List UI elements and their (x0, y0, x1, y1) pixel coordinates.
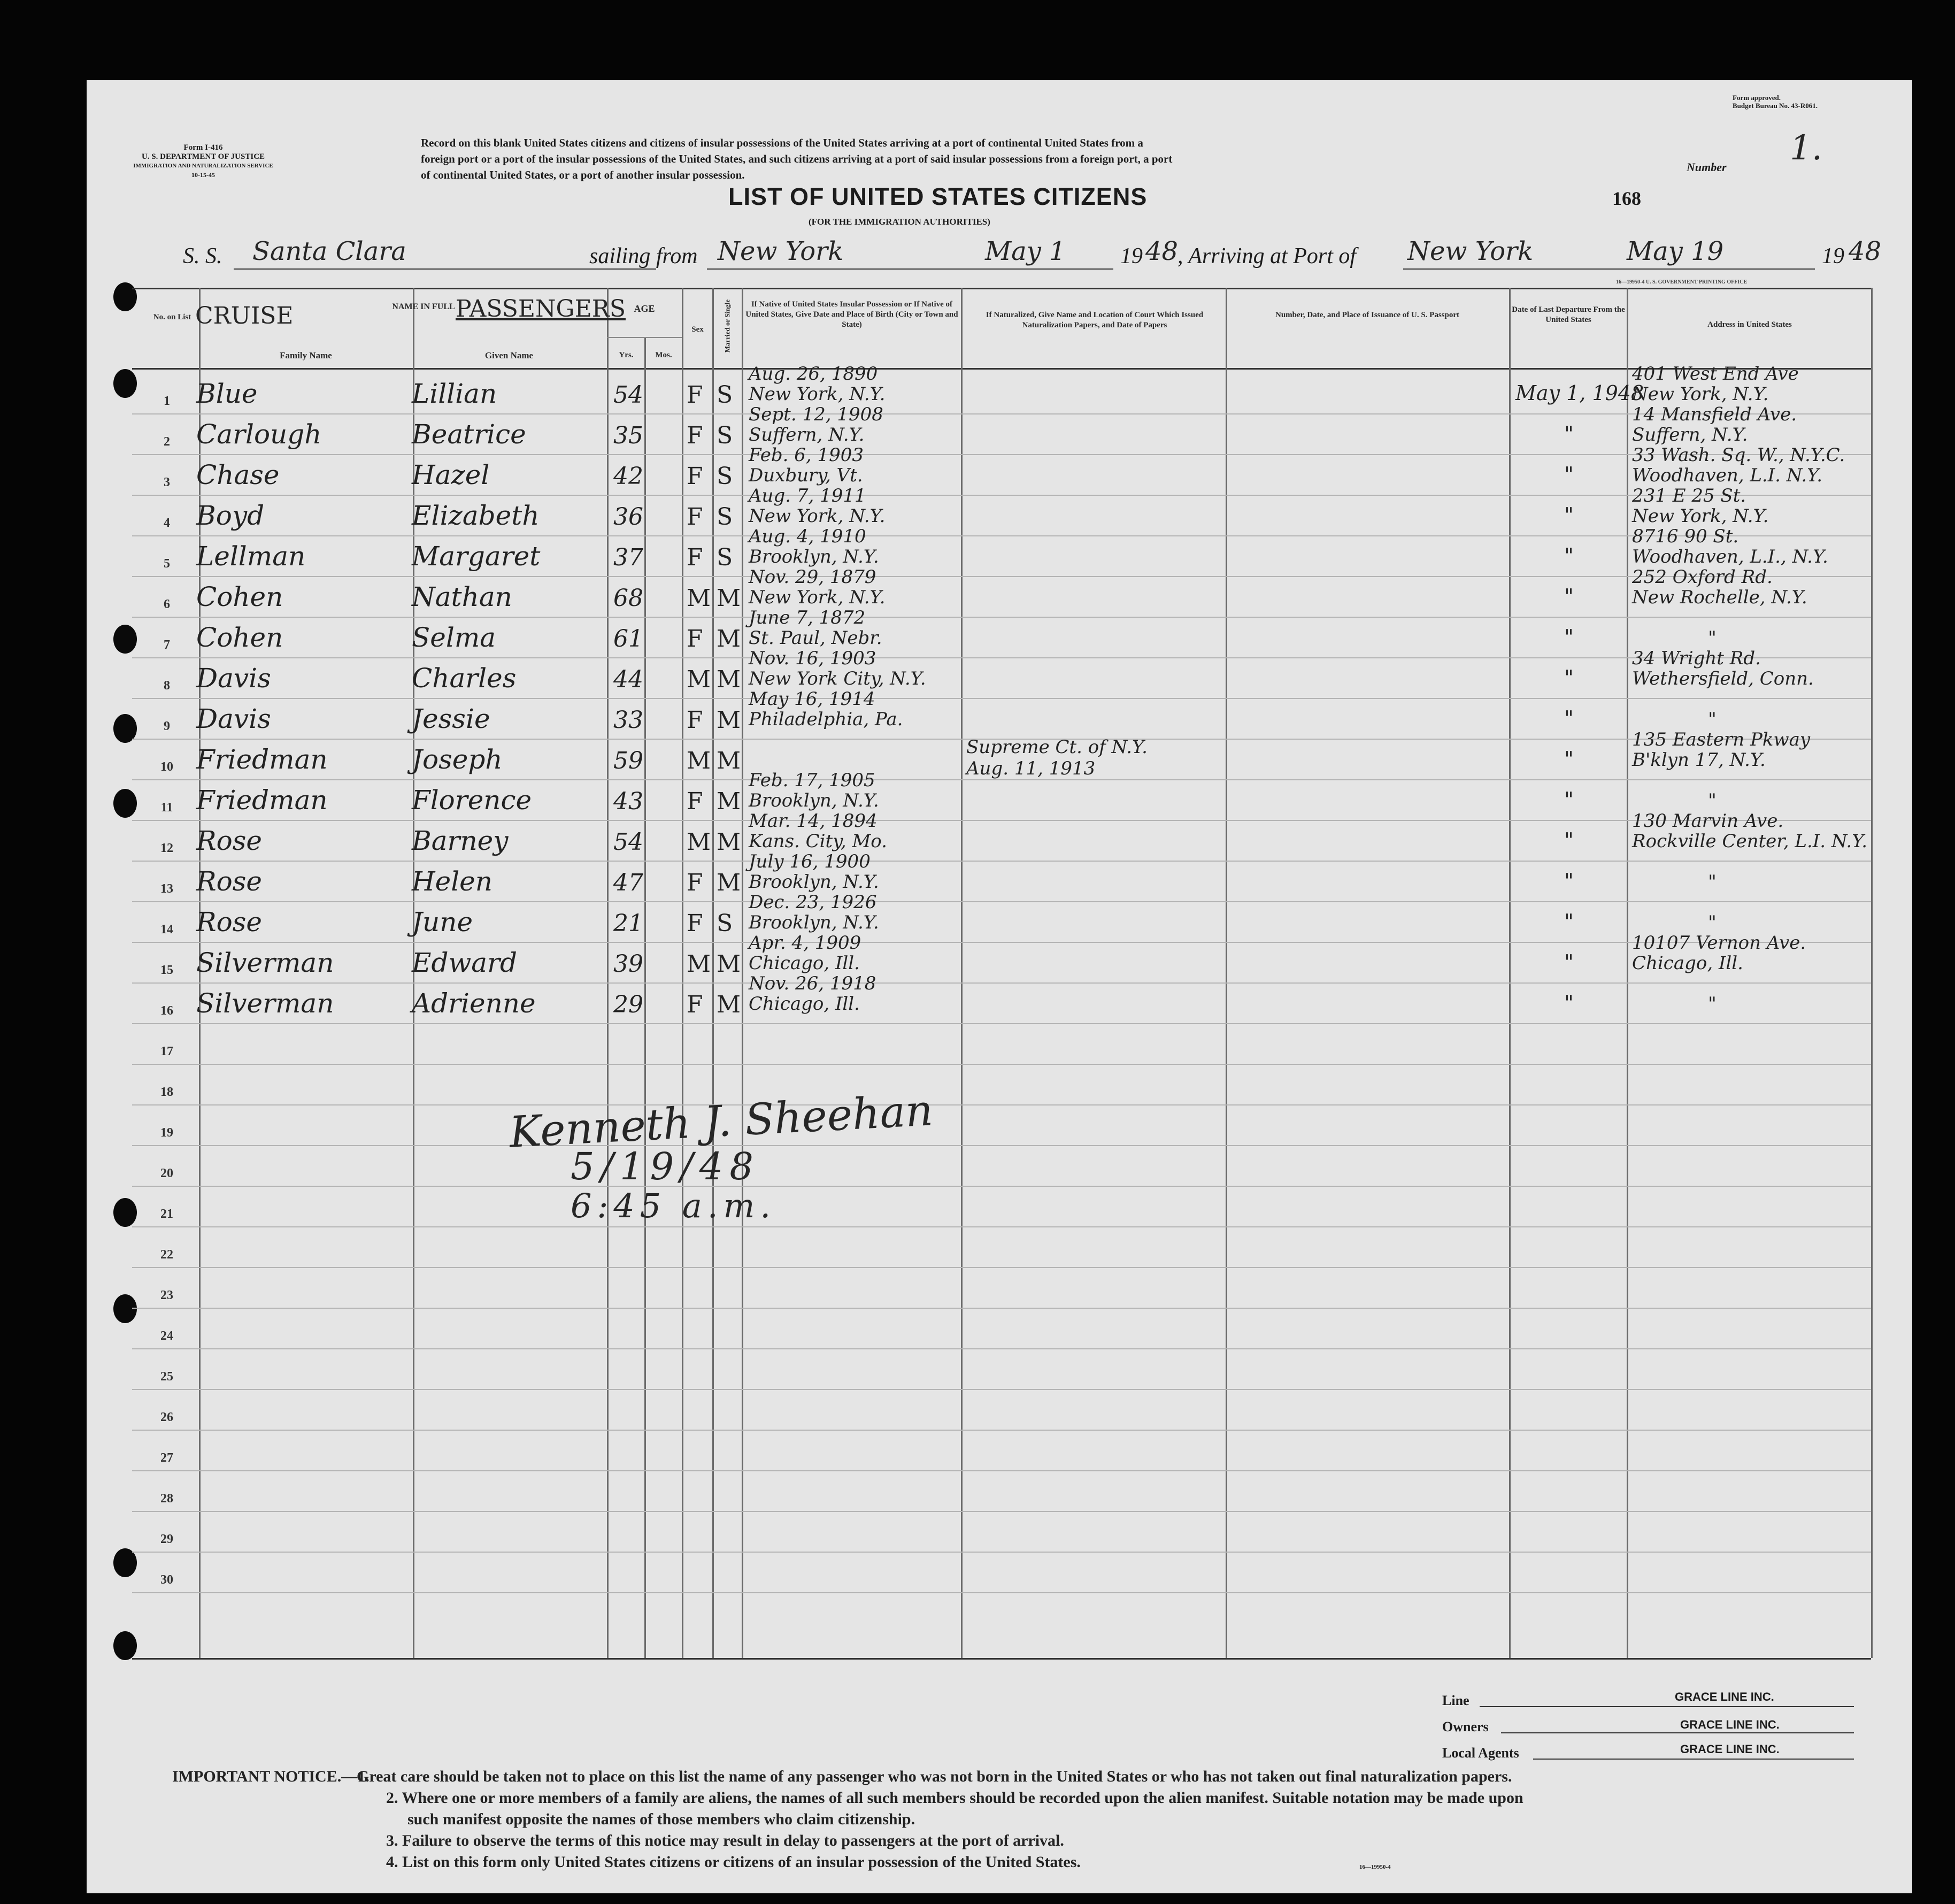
sex: F (687, 869, 703, 896)
departure-date: May 1 (985, 236, 1066, 266)
last-departure: " (1564, 666, 1574, 689)
family-name: Lellman (196, 541, 306, 572)
age-years: 37 (613, 544, 643, 571)
bottom-print-code: 16—19950-4 (1359, 1864, 1391, 1870)
address-line-1: 135 Eastern Pkway (1632, 729, 1811, 750)
row-number: 7 (164, 638, 170, 652)
birth-place: Brooklyn, N.Y. (749, 912, 879, 933)
family-name: Friedman (196, 744, 328, 775)
table-row (87, 648, 1912, 697)
family-name: Friedman (196, 785, 328, 816)
address-line-2: New York, N.Y. (1632, 505, 1769, 527)
last-departure: " (1564, 625, 1574, 649)
given-name: Nathan (412, 581, 512, 612)
table-row (87, 973, 1912, 1022)
table-row (87, 729, 1912, 779)
arrival-port: New York (1407, 236, 1534, 266)
notice-label: IMPORTANT NOTICE.—1. (172, 1768, 370, 1785)
sex: M (687, 585, 711, 612)
marital-status: M (717, 747, 741, 774)
naturalization-court: Supreme Ct. of N.Y. (966, 736, 1148, 758)
arrival-date: May 19 (1627, 236, 1724, 266)
row-number: 23 (160, 1288, 173, 1302)
row-number: 14 (160, 923, 173, 936)
row-number: 25 (160, 1370, 173, 1384)
print-code: 16—19950-4 U. S. GOVERNMENT PRINTING OFFICE (1616, 279, 1748, 285)
birth-place: New York, N.Y. (749, 505, 886, 527)
table-row (87, 932, 1912, 981)
last-departure: " (1564, 585, 1574, 608)
age-years: 61 (613, 625, 643, 652)
address-line-2: Woodhaven, L.I. N.Y. (1632, 465, 1823, 486)
birth-date: May 16, 1914 (749, 688, 875, 710)
address-line-2: Rockville Center, L.I. N.Y. (1632, 831, 1868, 852)
age-years: 39 (613, 950, 643, 978)
given-name: June (412, 907, 473, 938)
birth-date: Feb. 17, 1905 (749, 770, 875, 791)
address-line-1: 8716 90 St. (1632, 526, 1739, 547)
birth-place: New York, N.Y. (749, 383, 886, 405)
punch-hole (113, 1294, 137, 1323)
row-number: 4 (164, 516, 170, 530)
age-years: 42 (613, 463, 643, 490)
marital-status: M (717, 666, 741, 693)
punch-hole (113, 1548, 137, 1577)
birth-date: Apr. 4, 1909 (749, 932, 861, 954)
row-number: 6 (164, 597, 170, 611)
cruise-annotation: CRUISE (195, 302, 294, 329)
inspector-date: 5/19/48 (571, 1145, 760, 1188)
row-rule (132, 1023, 1871, 1024)
form-date: 10-15-45 (191, 171, 215, 179)
last-departure: " (1564, 747, 1574, 771)
header-last-departure: Date of Last Departure From the United States (1512, 305, 1625, 324)
birth-date: Aug. 7, 1911 (749, 485, 866, 506)
row-rule (132, 1308, 1871, 1309)
birth-date: July 16, 1900 (749, 851, 871, 872)
row-number: 24 (160, 1329, 173, 1343)
marital-status: M (717, 707, 741, 734)
last-departure: " (1564, 503, 1574, 527)
birth-date: Aug. 4, 1910 (749, 526, 866, 547)
birth-date: Feb. 6, 1903 (749, 444, 864, 466)
row-number: 27 (160, 1451, 173, 1465)
last-departure: " (1564, 788, 1574, 811)
table-row (87, 566, 1912, 616)
last-departure: " (1564, 950, 1574, 974)
passengers-annotation: PASSENGERS (456, 295, 626, 323)
header-age: AGE (634, 303, 655, 314)
inspector-signature: Kenneth J. Sheehan (508, 1085, 934, 1157)
row-rule (132, 1267, 1871, 1268)
notice-3: 3. Failure to observe the terms of this notice may result in delay to passengers at the port of arrival. (386, 1832, 1064, 1849)
header-naturalized: If Naturalized, Give Name and Location of Court Which Issued Naturalization Papers, and Date of Papers (986, 311, 1204, 329)
inspector-time: 6:45 a.m. (571, 1186, 776, 1225)
marital-status: S (717, 422, 733, 449)
sex: M (687, 666, 711, 693)
form-number: Form I-416 (183, 143, 223, 152)
birth-date: Dec. 23, 1926 (749, 892, 877, 913)
family-name: Cohen (196, 622, 283, 653)
row-rule (132, 1104, 1871, 1105)
birth-date: Aug. 26, 1890 (749, 363, 878, 385)
age-years: 68 (613, 585, 643, 612)
row-number: 21 (160, 1207, 173, 1221)
punch-hole (113, 282, 137, 311)
address-line-1: 231 E 25 St. (1632, 485, 1746, 506)
age-years: 35 (613, 422, 643, 449)
row-number: 13 (160, 882, 173, 896)
header-no-on-list: No. on List (153, 313, 191, 321)
sex: F (687, 910, 703, 937)
age-years: 43 (613, 788, 643, 815)
address-line-1: 401 West End Ave (1632, 363, 1799, 385)
row-number: 16 (160, 1004, 173, 1018)
form-identifier (128, 143, 278, 180)
last-departure: " (1564, 828, 1574, 852)
sailing-from-label: sailing from (589, 244, 698, 268)
header-family-name: Family Name (280, 350, 332, 360)
marital-status: M (717, 828, 741, 856)
given-name: Florence (412, 785, 532, 816)
departure-year-prefix: 19 (1120, 244, 1143, 268)
last-departure: " (1564, 910, 1574, 933)
given-name: Jessie (412, 703, 490, 734)
birth-date: Mar. 14, 1894 (749, 810, 878, 832)
birth-place: Suffern, N.Y. (749, 424, 865, 446)
row-number: 12 (160, 841, 173, 855)
page-subtitle: (FOR THE IMMIGRATION AUTHORITIES) (809, 217, 990, 227)
sex: M (687, 950, 711, 978)
header-married-single: Married or Single (723, 299, 732, 353)
last-departure: " (1564, 422, 1574, 446)
notice-4: 4. List on this form only United States citizens or citizens of an insular possession of the United States. (386, 1853, 1081, 1871)
agents-value: GRACE LINE INC. (1680, 1742, 1780, 1756)
punch-hole (113, 1631, 137, 1660)
sex: M (687, 747, 711, 774)
sex: F (687, 788, 703, 815)
address-line-2: " (1708, 912, 1717, 933)
birth-place: Chicago, Ill. (749, 953, 860, 974)
address-line-2: New York, N.Y. (1632, 383, 1769, 405)
address-line-2: B'klyn 17, N.Y. (1632, 749, 1766, 771)
row-number: 29 (160, 1532, 173, 1546)
sex: F (687, 463, 703, 490)
header-native-birth: If Native of United States Insular Possession or If Native of United States, Give Date and Place of Birth (City or Town and State) (745, 300, 958, 329)
header-address: Address in United States (1707, 320, 1792, 329)
birth-place: Chicago, Ill. (749, 993, 860, 1015)
given-name: Selma (412, 622, 496, 653)
marital-status: M (717, 991, 741, 1018)
intro-line-3: of continental United States, or a port of another insular possession. (421, 168, 745, 181)
ship-name: Santa Clara (252, 236, 406, 266)
birth-place: Kans. City, Mo. (749, 831, 887, 852)
row-rule (132, 1389, 1871, 1390)
age-years: 54 (613, 381, 643, 409)
address-line-1: 33 Wash. Sq. W., N.Y.C. (1632, 444, 1845, 466)
row-number: 11 (160, 801, 173, 815)
given-name: Hazel (412, 459, 490, 490)
line-label: Line (1442, 1693, 1469, 1708)
given-name: Edward (412, 947, 518, 978)
last-departure: " (1564, 869, 1574, 893)
marital-status: S (717, 544, 733, 571)
row-rule (132, 1145, 1871, 1146)
stamp-number: 168 (1612, 188, 1641, 209)
header-name-in-full: NAME IN FULL (392, 302, 455, 311)
sex: F (687, 707, 703, 734)
family-name: Silverman (196, 988, 334, 1019)
sex: F (687, 381, 703, 409)
given-name: Lillian (412, 378, 497, 409)
address-line-2: Woodhaven, L.I., N.Y. (1632, 546, 1828, 567)
family-name: Chase (196, 459, 280, 490)
marital-status: S (717, 503, 733, 531)
given-name: Elizabeth (412, 500, 540, 531)
row-rule (132, 1064, 1871, 1065)
notice-1: Great care should be taken not to place on this list the name of any passenger who was not born in the United States or who has not taken out final naturalization papers. (357, 1768, 1512, 1785)
address-line-2: " (1708, 993, 1717, 1015)
address-line-1: 252 Oxford Rd. (1632, 566, 1773, 588)
row-number: 26 (160, 1410, 173, 1424)
row-rule (132, 1470, 1871, 1471)
row-number: 9 (164, 719, 170, 733)
number-label: Number (1687, 160, 1727, 174)
given-name: Charles (412, 663, 517, 694)
last-departure: " (1564, 991, 1574, 1015)
row-rule (132, 1186, 1871, 1187)
address-line-2: New Rochelle, N.Y. (1632, 587, 1807, 608)
family-name: Carlough (196, 419, 322, 450)
approval-line-1: Form approved. (1733, 94, 1781, 102)
row-rule (132, 1226, 1871, 1227)
birth-date: Nov. 29, 1879 (749, 566, 876, 588)
sex: F (687, 544, 703, 571)
departure-year: 48 (1145, 236, 1179, 266)
row-rule (132, 1592, 1871, 1593)
naturalization-date: Aug. 11, 1913 (966, 758, 1096, 779)
last-departure: May 1, 1948 (1515, 381, 1644, 405)
service-name: IMMIGRATION AND NATURALIZATION SERVICE (133, 163, 273, 169)
birth-place: New York, N.Y. (749, 587, 886, 608)
header-given-name: Given Name (484, 350, 534, 360)
line-value: GRACE LINE INC. (1675, 1690, 1774, 1703)
intro-line-1: Record on this blank United States citizens and citizens of insular possessions of the United States arriving at a port of continental United States from a (421, 136, 1143, 149)
given-name: Margaret (412, 541, 541, 572)
departure-port: New York (718, 236, 844, 266)
table-row (87, 810, 1912, 859)
table-row (87, 851, 1912, 900)
family-name: Rose (196, 825, 262, 856)
intro-text (421, 135, 1172, 183)
age-years: 54 (613, 828, 643, 856)
row-rule (132, 1348, 1871, 1349)
row-number: 22 (160, 1248, 173, 1262)
given-name: Adrienne (412, 988, 536, 1019)
marital-status: S (717, 381, 733, 409)
row-number: 10 (160, 760, 173, 774)
notice-2a: 2. Where one or more members of a family are aliens, the names of all such members should be recorded upon the alien manifest. Suitable notation may be made upon (386, 1789, 1523, 1807)
row-number: 28 (160, 1492, 173, 1506)
family-name: Cohen (196, 581, 283, 612)
family-name: Silverman (196, 947, 334, 978)
address-line-2: " (1708, 627, 1717, 649)
age-years: 36 (613, 503, 643, 531)
birth-place: St. Paul, Nebr. (749, 627, 882, 649)
address-line-2: " (1708, 871, 1717, 893)
row-number: 8 (164, 679, 170, 693)
row-rule (132, 1511, 1871, 1512)
birth-place: Brooklyn, N.Y. (749, 871, 879, 893)
last-departure: " (1564, 544, 1574, 567)
row-number: 17 (160, 1045, 173, 1058)
family-name: Davis (196, 703, 271, 734)
number-value: 1. (1790, 128, 1823, 168)
family-name: Davis (196, 663, 271, 694)
address-line-2: Wethersfield, Conn. (1632, 668, 1814, 689)
marital-status: S (717, 910, 733, 937)
age-years: 59 (613, 747, 643, 774)
ss-label: S. S. (183, 244, 222, 268)
header-passport: Number, Date, and Place of Issuance of U. S. Passport (1275, 311, 1460, 319)
age-years: 47 (613, 869, 643, 896)
birth-date: June 7, 1872 (749, 607, 866, 628)
family-name: Rose (196, 866, 262, 897)
owners-value: GRACE LINE INC. (1680, 1718, 1780, 1731)
marital-status: M (717, 950, 741, 978)
age-years: 44 (613, 666, 643, 693)
address-line-2: Chicago, Ill. (1632, 953, 1743, 974)
sex: F (687, 422, 703, 449)
arrival-year-prefix: 19 (1822, 244, 1844, 268)
sex: F (687, 503, 703, 531)
last-departure: " (1564, 463, 1574, 486)
age-years: 21 (613, 910, 643, 937)
form-approval (1733, 94, 1818, 110)
row-number: 1 (164, 394, 170, 408)
age-years: 33 (613, 707, 643, 734)
birth-place: Brooklyn, N.Y. (749, 546, 879, 567)
marital-status: M (717, 625, 741, 652)
given-name: Joseph (412, 744, 503, 775)
birth-place: New York City, N.Y. (749, 668, 926, 689)
address-line-1: 130 Marvin Ave. (1632, 810, 1784, 832)
age-years: 29 (613, 991, 643, 1018)
agents-label: Local Agents (1442, 1745, 1519, 1761)
family-name: Rose (196, 907, 262, 938)
department-name: U. S. DEPARTMENT OF JUSTICE (141, 152, 265, 161)
birth-date: Nov. 16, 1903 (749, 648, 876, 669)
marital-status: M (717, 585, 741, 612)
row-rule (132, 1430, 1871, 1431)
row-number: 5 (164, 557, 170, 571)
sex: F (687, 625, 703, 652)
address-line-2: Suffern, N.Y. (1632, 424, 1748, 446)
row-number: 19 (160, 1126, 173, 1140)
birth-place: Brooklyn, N.Y. (749, 790, 879, 811)
page-title: LIST OF UNITED STATES CITIZENS (728, 183, 1148, 210)
birth-date: Nov. 26, 1918 (749, 973, 876, 994)
punch-hole (113, 1198, 137, 1227)
header-sex: Sex (691, 325, 704, 334)
row-number: 30 (160, 1573, 173, 1587)
marital-status: M (717, 788, 741, 815)
address-line-2: " (1708, 790, 1717, 811)
approval-line-2: Budget Bureau No. 43-R061. (1733, 102, 1818, 110)
row-number: 15 (160, 963, 173, 977)
row-number: 2 (164, 435, 170, 449)
row-number: 20 (160, 1166, 173, 1180)
intro-line-2: foreign port or a port of the insular possessions of the United States, and such citizens arriving at a port of said insular possessions from a foreign port, a port (421, 152, 1173, 165)
header-mos: Mos. (655, 351, 672, 359)
sex: F (687, 991, 703, 1018)
header-yrs: Yrs. (619, 351, 634, 359)
birth-place: Philadelphia, Pa. (749, 709, 903, 730)
given-name: Helen (412, 866, 492, 897)
owners-label: Owners (1442, 1719, 1489, 1734)
arriving-label: , Arriving at Port of (1177, 244, 1357, 268)
notice-2b: such manifest opposite the names of those members who claim citizenship. (407, 1810, 915, 1828)
row-rule (132, 1552, 1871, 1553)
given-name: Beatrice (412, 419, 526, 450)
row-number: 18 (160, 1085, 173, 1099)
address-line-1: 10107 Vernon Ave. (1632, 932, 1806, 954)
family-name: Boyd (196, 500, 265, 531)
last-departure: " (1564, 707, 1574, 730)
manifest-sheet (87, 80, 1912, 1893)
marital-status: M (717, 869, 741, 896)
family-name: Blue (196, 378, 258, 409)
marital-status: S (717, 463, 733, 490)
birth-place: Duxbury, Vt. (749, 465, 863, 486)
address-line-1: 14 Mansfield Ave. (1632, 404, 1797, 425)
birth-date: Sept. 12, 1908 (749, 404, 883, 425)
given-name: Barney (412, 825, 509, 856)
address-line-2: " (1708, 709, 1717, 730)
address-line-1: 34 Wright Rd. (1632, 648, 1761, 669)
sex: M (687, 828, 711, 856)
arrival-year: 48 (1849, 236, 1882, 266)
row-number: 3 (164, 475, 170, 489)
